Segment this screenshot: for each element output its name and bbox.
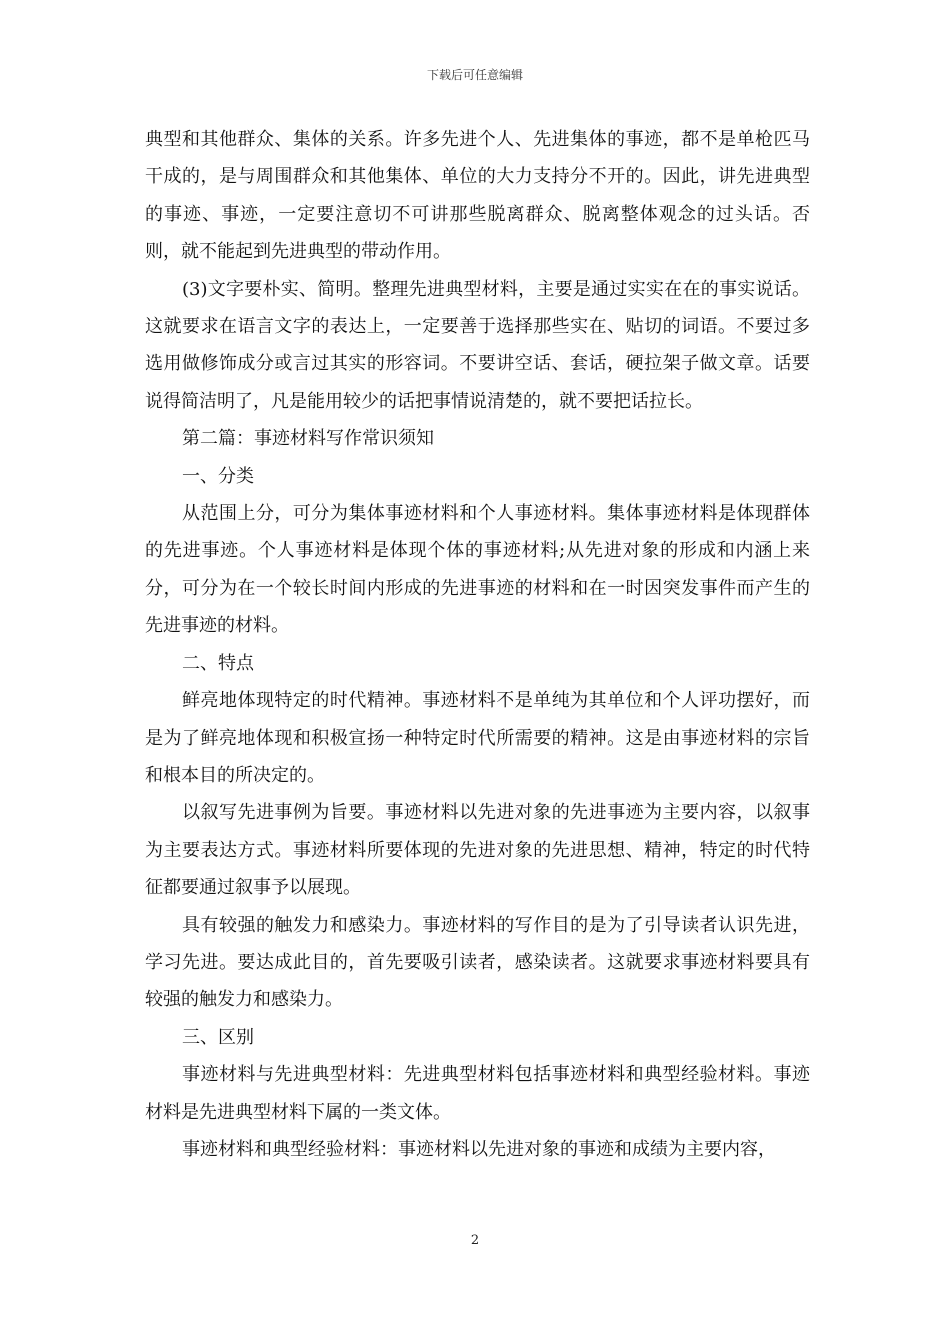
paragraph-continuation: 典型和其他群众、集体的关系。许多先进个人、先进集体的事迹，都不是单枪匹马干成的，是与周围群众和其他集体、单位的大力支持分不开的。因此，讲先进典型的事迹、事迹，一定要注意切不可讲那些脱离群众、脱离整体观念的过头话。否则，就不能起到先进典型的带动作用。	[145, 129, 810, 263]
page-header: 下载后可任意编辑	[426, 68, 523, 82]
document-body	[145, 121, 810, 1168]
heading-classification: 一、分类	[182, 465, 254, 487]
paragraph-difference-experience: 事迹材料和典型经验材料：事迹材料以先进对象的事迹和成绩为主要内容，	[182, 1138, 776, 1160]
paragraph-feature-appeal: 具有较强的触发力和感染力。事迹材料的写作目的是为了引导读者认识先进，学习先进。要达成此目的，首先要吸引读者，感染读者。这就要求事迹材料要具有较强的触发力和感染力。	[145, 914, 810, 1011]
heading-differences: 三、区别	[182, 1026, 254, 1048]
paragraph-classification: 从范围上分，可分为集体事迹材料和个人事迹材料。集体事迹材料是体现群体的先进事迹。个人事迹材料是体现个体的事迹材料;从先进对象的形成和内涵上来分，可分为在一个较长时间内形成的先进事迹的材料和在一时因突发事件而产生的先进事迹的材料。	[145, 503, 810, 637]
section-heading-part-two: 第二篇：事迹材料写作常识须知	[182, 428, 434, 450]
heading-features: 二、特点	[182, 652, 254, 674]
paragraph-feature-spirit: 鲜亮地体现特定的时代精神。事迹材料不是单纯为其单位和个人评功摆好，而是为了鲜亮地体现和积极宣扬一种特定时代所需要的精神。这是由事迹材料的宗旨和根本目的所决定的。	[145, 690, 810, 786]
paragraph-text-style: (3)文字要朴实、简明。整理先进典型材料，主要是通过实实在在的事实说话。这就要求在语言文字的表达上，一定要善于选择那些实在、贴切的词语。不要过多选用做修饰成分或言过其实的形容词。不要讲空话、套话，硬拉架子做文章。话要说得简洁明了，凡是能用较少的话把事情说清楚的，就不要把话拉长。	[145, 278, 810, 412]
paragraph-difference-typical: 事迹材料与先进典型材料：先进典型材料包括事迹材料和典型经验材料。事迹材料是先进典型材料下属的一类文体。	[145, 1064, 810, 1123]
page-number: 2	[470, 1233, 480, 1248]
paragraph-feature-narrative: 以叙写先进事例为旨要。事迹材料以先进对象的先进事迹为主要内容，以叙事为主要表达方式。事迹材料所要体现的先进对象的先进思想、精神，特定的时代特征都要通过叙事予以展现。	[145, 802, 810, 899]
